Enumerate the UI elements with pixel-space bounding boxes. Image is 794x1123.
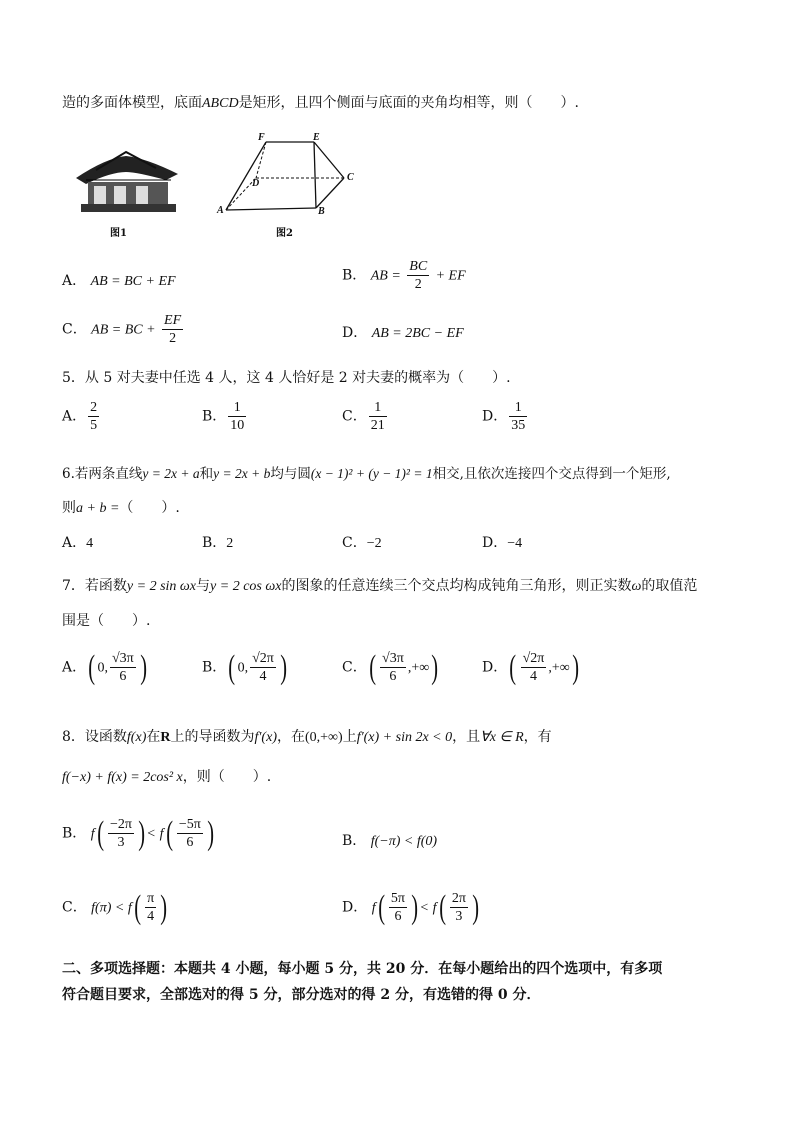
q4-option-a[interactable]: A． AB = BC + EF	[62, 273, 176, 289]
q8-option-d[interactable]: D． f( $\frac{5\pi}{6}$ ) < f( $\frac{2\pi}{3}$ )	[342, 888, 480, 926]
q4-option-d[interactable]: D． AB = 2BC − EF	[342, 325, 464, 341]
figure2-caption: 图2	[276, 228, 293, 239]
q7-stem-line1: 7．若函数y = 2 sin ωx与y = 2 cos ωx的图象的任意连续三个交点均构成钝角三角形，则正实数ω的取值范	[62, 578, 698, 594]
section2-heading-line1: 二、多项选择题：本题共 4 小题，每小题 5 分，共 20 分．在每小题给出的四个选项中，有多项	[62, 961, 663, 977]
q5-stem: 5．从 5 对夫妻中任选 4 人，这 4 人恰好是 2 对夫妻的概率为（ ）.	[62, 370, 511, 386]
q8-stem-line1: 8．设函数f(x)在R上的导函数为f′(x)，在(0,+∞)上f′(x) + sin 2x < 0，且∀x ∈ R，有	[62, 729, 552, 745]
vertex-D: D	[252, 178, 260, 189]
pavilion-figure	[66, 150, 186, 220]
q6-stem-line1: 6.若两条直线y = 2x + a和y = 2x + b均与圆(x − 1)² + (y − 1)² = 1相交,且依次连接四个交点得到一个矩形,	[62, 466, 671, 482]
q8-option-a[interactable]: B． f( $\frac{-2\pi}{3}$ ) < f( $\frac{-5\pi}{6}$ )	[62, 814, 214, 852]
vertex-C: C	[347, 172, 354, 183]
vertex-E: E	[313, 132, 320, 143]
q6-option-a[interactable]: A．4	[62, 535, 94, 551]
q6-option-d[interactable]: D．−4	[482, 535, 523, 551]
q8-option-c[interactable]: C． f(π) < f( $\frac{\pi}{4}$ )	[62, 888, 168, 926]
q7-option-a[interactable]: A．( 0, $\frac{√3\pi}{6}$ )	[62, 648, 147, 686]
q4-option-b[interactable]: B． AB = $\frac{BC}{2}$ + EF	[342, 259, 466, 292]
section2-heading-line2: 符合题目要求，全部选对的得 5 分，部分选对的得 2 分，有选错的得 0 分．	[62, 987, 541, 1003]
q7-option-b[interactable]: B．( 0, $\frac{√2\pi}{4}$ )	[202, 648, 287, 686]
q7-option-c[interactable]: C．( $\frac{√3\pi}{6}$ ,+∞)	[342, 648, 439, 686]
vertex-A: A	[217, 205, 224, 216]
figure1-caption: 图1	[110, 228, 127, 239]
q4-stem: 造的多面体模型，底面ABCD是矩形，且四个侧面与底面的夹角均相等，则（ ）.	[62, 95, 580, 111]
q7-option-d[interactable]: D．( $\frac{√2\pi}{4}$ ,+∞)	[482, 648, 579, 686]
q5-option-d[interactable]: D． $\frac{1}{35}$	[482, 400, 526, 433]
q7-stem-line2: 围是（ ）.	[62, 613, 151, 629]
q6-option-b[interactable]: B．2	[202, 535, 234, 551]
q8-option-b[interactable]: B． f(−π) < f(0)	[342, 833, 438, 849]
q6-option-c[interactable]: C．−2	[342, 535, 382, 551]
q5-option-a[interactable]: A． $\frac{2}{5}$	[62, 400, 98, 433]
q8-stem-line2: f(−x) + f(x) = 2cos² x，则（ ）.	[62, 769, 272, 785]
vertex-F: F	[258, 132, 265, 143]
q5-option-c[interactable]: C． $\frac{1}{21}$	[342, 400, 385, 433]
q6-stem-line2: 则a + b =（ ）.	[62, 500, 180, 516]
q4-option-c[interactable]: C． AB = BC + $\frac{EF}{2}$	[62, 313, 182, 346]
q5-option-b[interactable]: B． $\frac{1}{10}$	[202, 400, 245, 433]
polyhedron-figure	[210, 130, 360, 220]
vertex-B: B	[318, 206, 325, 217]
